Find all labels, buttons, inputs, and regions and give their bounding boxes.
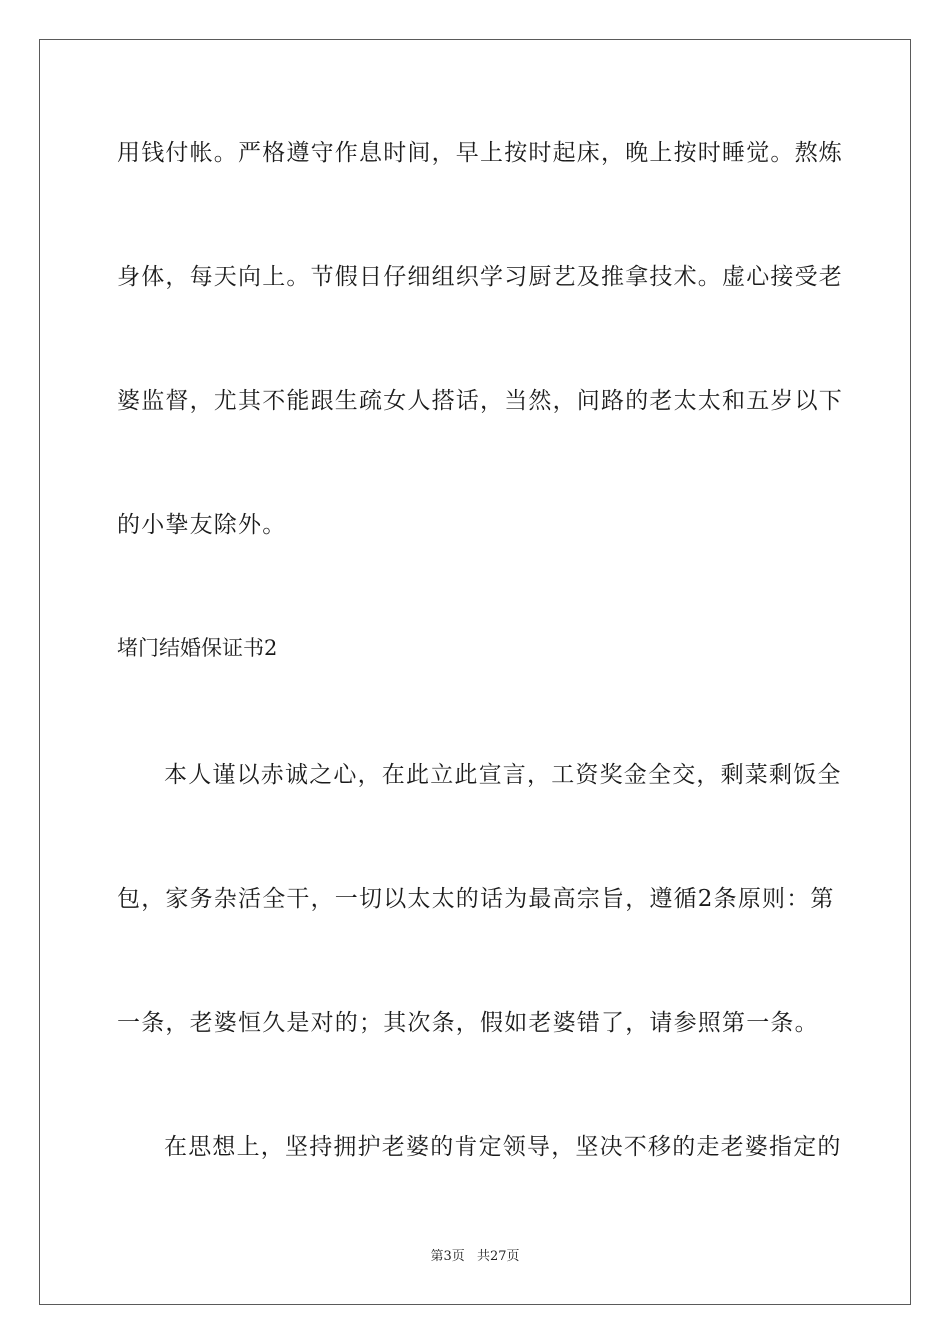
page-footer xyxy=(0,1249,950,1265)
section-heading: 堵门结婚保证书2 xyxy=(117,636,278,660)
body-text-line: 身体，每天向上。节假日仔细组织学习厨艺及推拿技术。虚心接受老 xyxy=(117,264,843,290)
page-number: 第3页 xyxy=(430,1249,465,1264)
body-text-line: 包，家务杂活全干，一切以太太的话为最高宗旨，遵循2条原则：第 xyxy=(117,886,835,912)
body-text-line: 本人谨以赤诚之心，在此立此宣言，工资奖金全交，剩菜剩饭全 xyxy=(164,762,842,788)
page-border xyxy=(39,39,911,1305)
body-text-line: 在思想上，坚持拥护老婆的肯定领导，坚决不移的走老婆指定的 xyxy=(164,1134,842,1160)
body-text-line: 一条，老婆恒久是对的；其次条，假如老婆错了，请参照第一条。 xyxy=(117,1010,819,1036)
body-text-line: 用钱付帐。严格遵守作息时间，早上按时起床，晚上按时睡觉。熬炼 xyxy=(117,140,843,166)
body-text-line: 的小挚友除外。 xyxy=(117,512,287,538)
page-total: 共27页 xyxy=(476,1249,520,1264)
body-text-line: 婆监督，尤其不能跟生疏女人搭话，当然，问路的老太太和五岁以下 xyxy=(117,388,843,414)
